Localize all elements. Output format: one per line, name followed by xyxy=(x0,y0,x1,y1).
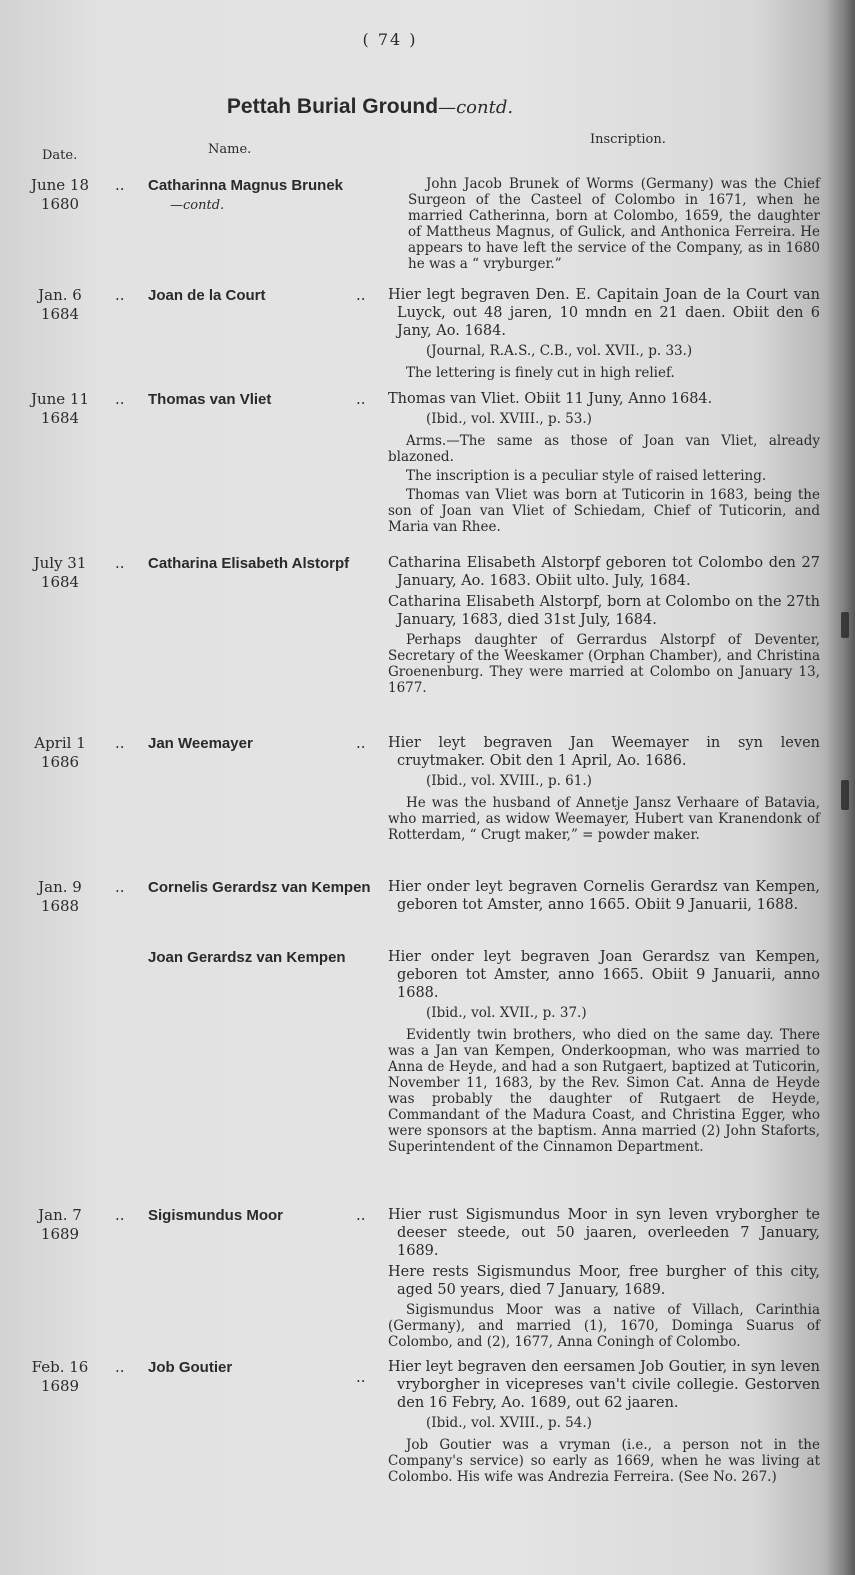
page-number: ( 74 ) xyxy=(362,30,418,49)
entry-date: Jan. 6 1684 xyxy=(38,286,82,323)
column-header-inscription: Inscription. xyxy=(590,132,666,147)
entry-date: June 11 1684 xyxy=(30,390,90,427)
entry-inscription: John Jacob Brunek of Worms (Germany) was the Chief Surgeon of the Casteel of Colombo in 1671, when he married Catherinna, born at Colombo, 1659, the daughter of Mattheus Magnus, of Gulick, and Anthonica Ferreira. He appears to have left the service of the Company, as in 1680 he was a “ vryburger.” xyxy=(408,176,820,272)
entry-date: Feb. 16 1689 xyxy=(31,1358,89,1395)
column-header-date: Date. xyxy=(42,148,78,163)
entry-inscription: Hier rust Sigismundus Moor in syn leven vryborgher te deeser steede, out 50 jaaren, overleeden 7 January, 1689. Here rests Sigismundus Moor, free burgher of this city, aged 50 years, died 7 January, 1689. Sigismundus Moor was a native of Villach, Carinthia (Germany), and married (1), 1670, Dominga Suarus of Colombo, and (2), 1677, Anna Coningh of Colombo. xyxy=(388,1207,820,1350)
entry-inscription: Hier onder leyt begraven Cornelis Gerardsz van Kempen, geboren tot Amster, anno 1665. Obiit 9 Januarii, 1688. xyxy=(388,879,820,913)
leader-dots: .. xyxy=(115,390,125,408)
leader-dots: .. xyxy=(115,1206,125,1224)
entry-inscription: Hier leyt begraven den eersamen Job Goutier, in syn leven vryborgher in vicepreses van't civile collegie. Gestorven den 16 Febry, Ao. 1689, out 62 jaaren. (Ibid., vol. XVIII., p. 54.) Job Goutier was a vryman (i.e., a person not in the Company's service) so early as 1669, when he was living at Colombo. His wife was Andrezia Ferreira. (See No. 267.) xyxy=(388,1359,820,1485)
entry-name: Joan de la Court xyxy=(148,287,266,304)
entry-name: Catharina Elisabeth Alstorpf xyxy=(148,555,350,572)
entry-date: July 31 1684 xyxy=(33,554,87,591)
entry-inscription: Hier leyt begraven Jan Weemayer in syn leven cruytmaker. Obit den 1 April, Ao. 1686. (Ibid., vol. XVIII., p. 61.) He was the husband of Annetje Jansz Verhaare of Batavia, who married, as widow Weemayer, Hubert van Kranendonk of Rotterdam, “ Crugt maker,” = powder maker. xyxy=(388,735,820,843)
entry-name: Catharinna Magnus Brunek —contd. xyxy=(148,177,344,213)
entry-name: Thomas van Vliet xyxy=(148,391,272,408)
page-title xyxy=(0,95,740,119)
entry-name: Cornelis Gerardsz van Kempen xyxy=(148,879,371,896)
entry-date: April 1 1686 xyxy=(34,734,86,771)
column-header-name: Name. xyxy=(208,142,252,157)
leader-dots: .. xyxy=(115,176,125,194)
leader-dots: .. xyxy=(115,1358,125,1376)
entry-name: Job Goutier xyxy=(148,1359,233,1376)
entry-date: Jan. 9 1688 xyxy=(38,878,82,915)
leader-dots: .. xyxy=(356,286,366,304)
leader-dots: .. xyxy=(115,734,125,752)
entry-inscription: Thomas van Vliet. Obiit 11 Juny, Anno 1684. (Ibid., vol. XVIII., p. 53.) Arms.—The same as those of Joan van Vliet, already blazoned. The inscription is a peculiar style of raised lettering. Thomas van Vliet was born at Tuticorin in 1683, being the son of Joan van Vliet of Schiedam, Chief of Tuticorin, and Maria van Rhee. xyxy=(388,391,820,535)
page-edge-shadow xyxy=(827,0,855,1575)
entry-inscription: Hier legt begraven Den. E. Capitain Joan de la Court van Luyck, out 48 jaren, 10 mndn en 21 daen. Obiit den 6 Jany, Ao. 1684. (Journal, R.A.S., C.B., vol. XVII., p. 33.) The lettering is finely cut in high relief. xyxy=(388,287,820,381)
entry-name: Sigismundus Moor xyxy=(148,1207,283,1224)
entry-date: June 18 1680 xyxy=(30,176,90,213)
entry-inscription: Hier onder leyt begraven Joan Gerardsz van Kempen, geboren tot Amster, anno 1665. Obiit 9 Januarii, anno 1688. (Ibid., vol. XVII., p. 37.) Evidently twin brothers, who died on the same day. There was a Jan van Kempen, Onderkoopman, who was married to Anna de Heyde, and had a son Rutgaert, baptized at Tuticorin, November 11, 1683, by the Rev. Simon Cat. Anna de Heyde was probably the daughter of Rutgaert de Heyde, Commandant of the Madura Coast, and Christina Egger, who were sponsors at the baptism. Anna married (2) John Staforts, Superintendent of the Cinnamon Department. xyxy=(388,949,820,1155)
leader-dots: .. xyxy=(356,1368,366,1386)
leader-dots: .. xyxy=(115,286,125,304)
leader-dots: .. xyxy=(115,878,125,896)
entry-name: Jan Weemayer xyxy=(148,735,253,752)
entry-name: Joan Gerardsz van Kempen xyxy=(148,949,346,966)
entry-date: Jan. 7 1689 xyxy=(38,1206,82,1243)
leader-dots: .. xyxy=(356,390,366,408)
leader-dots: .. xyxy=(356,734,366,752)
title-contd: —contd. xyxy=(438,97,514,118)
entry-inscription: Catharina Elisabeth Alstorpf geboren tot Colombo den 27 January, Ao. 1683. Obiit ulto. July, 1684. Catharina Elisabeth Alstorpf, born at Colombo on the 27th January, 1683, died 31st July, 1684. Perhaps daughter of Gerrardus Alstorpf of Deventer, Secretary of the Weeskamer (Orphan Chamber), and Christina Groenenburg. They were married at Colombo on January 13, 1677. xyxy=(388,555,820,696)
title-main: Pettah Burial Ground xyxy=(226,95,439,118)
leader-dots: .. xyxy=(115,554,125,572)
leader-dots: .. xyxy=(356,1206,366,1224)
